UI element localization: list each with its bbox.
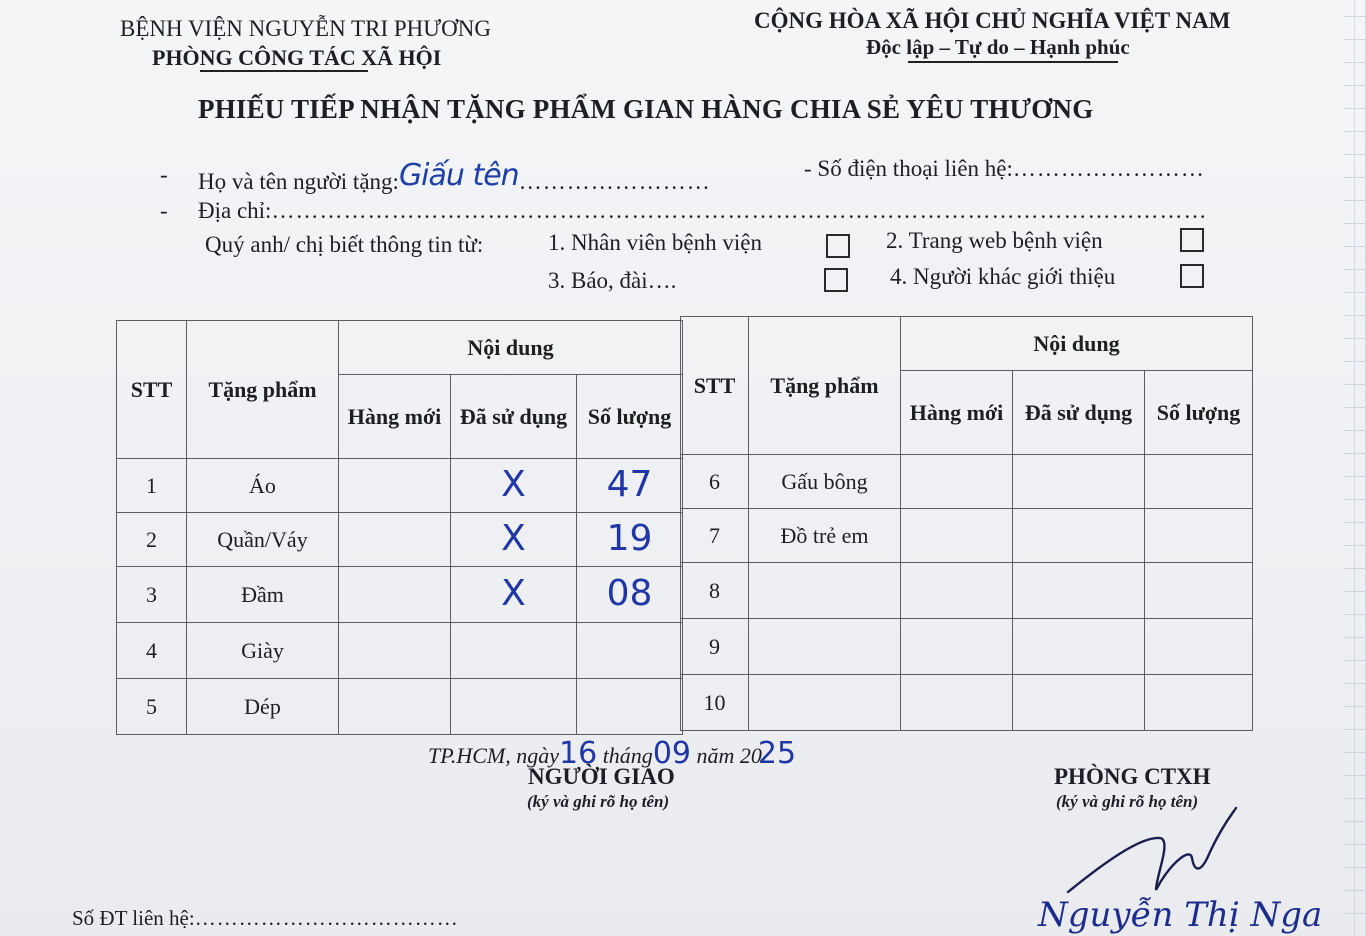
donor-label: Họ và tên người tặng: [198, 169, 399, 194]
row-qty-value[interactable]: 19 [577, 513, 683, 567]
option-1-label: 1. Nhân viên bệnh viện [548, 230, 762, 255]
row-new-cell[interactable] [901, 509, 1013, 563]
row-new-cell[interactable] [901, 619, 1013, 675]
table-row [117, 623, 683, 679]
header-qty: Số lượng [577, 375, 683, 459]
table-row [681, 563, 1253, 619]
signer-name: Nguyễn Thị Nga [1038, 895, 1323, 935]
row-new-cell[interactable] [339, 567, 451, 623]
phone-label: - Số điện thoại liên hệ: [804, 156, 1013, 181]
row-item: Quần/Váy [187, 513, 339, 567]
header-new: Hàng mới [901, 371, 1013, 455]
table-row [117, 567, 683, 623]
row-item: Giày [187, 623, 339, 679]
row-used-cell[interactable] [1013, 619, 1145, 675]
header-content: Nội dung [339, 321, 683, 375]
table-row [117, 679, 683, 735]
row-qty-cell[interactable] [1145, 455, 1253, 509]
department-underline [200, 70, 368, 72]
giver-title: NGƯỜI GIAO [528, 764, 675, 789]
row-item [749, 675, 901, 731]
row-new-cell[interactable] [901, 455, 1013, 509]
contact-phone-line [72, 906, 459, 931]
header-used: Đã sử dụng [451, 375, 577, 459]
date-year-handwritten[interactable]: 25 [757, 736, 797, 771]
table-row [117, 459, 683, 513]
row-used-mark[interactable]: X [451, 567, 577, 623]
row-used-mark[interactable] [451, 679, 577, 735]
row-used-mark[interactable] [451, 623, 577, 679]
table-row [681, 509, 1253, 563]
address-line [198, 198, 1207, 224]
row-qty-value[interactable] [577, 623, 683, 679]
option-2-label: 2. Trang web bệnh viện [886, 228, 1103, 253]
national-motto: Độc lập – Tự do – Hạnh phúc [866, 35, 1130, 59]
row-qty-cell[interactable] [1145, 509, 1253, 563]
table-row [681, 675, 1253, 731]
option-1-checkbox[interactable] [826, 234, 850, 258]
row-stt: 5 [117, 679, 187, 735]
row-new-cell[interactable] [901, 563, 1013, 619]
option-3-label: 3. Báo, đài…. [548, 268, 677, 293]
contact-phone-dots[interactable]: ……………………………… [194, 906, 459, 930]
row-stt: 3 [117, 567, 187, 623]
header-stt: STT [681, 317, 749, 455]
donation-table-right [680, 316, 1253, 731]
donor-dots: …………………… [518, 169, 711, 194]
header-item: Tặng phẩm [187, 321, 339, 459]
row-used-cell[interactable] [1013, 563, 1145, 619]
header-qty: Số lượng [1145, 371, 1253, 455]
phone-dots[interactable]: …………………… [1012, 156, 1205, 181]
header-stt: STT [117, 321, 187, 459]
row-item: Đầm [187, 567, 339, 623]
row-stt: 7 [681, 509, 749, 563]
date-day[interactable]: 16 [559, 736, 598, 771]
row-qty-cell[interactable] [1145, 675, 1253, 731]
row-qty-cell[interactable] [1145, 619, 1253, 675]
row-qty-cell[interactable] [1145, 563, 1253, 619]
form-title: PHIẾU TIẾP NHẬN TẶNG PHẨM GIAN HÀNG CHIA SẺ YÊU THƯƠNG [198, 94, 1094, 124]
row-used-cell[interactable] [1013, 509, 1145, 563]
department-name: PHÒNG CÔNG TÁC XÃ HỘI [152, 45, 442, 70]
row-used-mark[interactable]: X [451, 513, 577, 567]
header-item: Tặng phẩm [749, 317, 901, 455]
table-row [681, 619, 1253, 675]
date-month-label: tháng [602, 743, 653, 768]
row-item: Áo [187, 459, 339, 513]
donor-line [198, 158, 711, 197]
address-dots[interactable]: ……………………………………………………………………………………………………… [271, 198, 1208, 223]
row-new-cell[interactable] [339, 623, 451, 679]
option-3-checkbox[interactable] [824, 268, 848, 292]
source-label: Quý anh/ chị biết thông tin từ: [205, 232, 484, 257]
row-new-cell[interactable] [901, 675, 1013, 731]
row-item: Gấu bông [749, 455, 901, 509]
header-new: Hàng mới [339, 375, 451, 459]
option-4-label: 4. Người khác giới thiệu [890, 264, 1116, 289]
header-used: Đã sử dụng [1013, 371, 1145, 455]
row-qty-value[interactable]: 47 [577, 459, 683, 513]
row-new-cell[interactable] [339, 459, 451, 513]
date-prefix: TP.HCM, ngày [428, 743, 559, 768]
address-dash: - [160, 198, 168, 223]
row-stt: 10 [681, 675, 749, 731]
option-2-checkbox[interactable] [1180, 228, 1204, 252]
receiver-note: (ký và ghi rõ họ tên) [1056, 792, 1199, 811]
row-stt: 9 [681, 619, 749, 675]
motto-underline [908, 61, 1118, 63]
date-month[interactable]: 09 [652, 736, 691, 771]
row-item [749, 619, 901, 675]
row-item: Dép [187, 679, 339, 735]
row-used-cell[interactable] [1013, 675, 1145, 731]
donation-table-left [116, 320, 683, 735]
date-year-label: năm 20 [696, 743, 762, 768]
hospital-name: BỆNH VIỆN NGUYỄN TRI PHƯƠNG [120, 16, 491, 41]
row-new-cell[interactable] [339, 513, 451, 567]
row-stt: 8 [681, 563, 749, 619]
signature-mark [1060, 806, 1250, 902]
address-label: Địa chỉ: [198, 198, 272, 223]
option-4-checkbox[interactable] [1180, 264, 1204, 288]
row-stt: 6 [681, 455, 749, 509]
row-stt: 1 [117, 459, 187, 513]
giver-note: (ký và ghi rõ họ tên) [527, 792, 670, 811]
contact-phone-label: Số ĐT liên hệ: [72, 906, 195, 930]
table-row [681, 455, 1253, 509]
row-item-bleedthrough [749, 563, 901, 619]
phone-line [804, 156, 1205, 182]
row-qty-value[interactable] [577, 679, 683, 735]
header-content: Nội dung [901, 317, 1253, 371]
donor-dash: - [160, 162, 168, 187]
row-new-cell[interactable] [339, 679, 451, 735]
notebook-grid-edge [1344, 0, 1366, 936]
nation-name: CỘNG HÒA XÃ HỘI CHỦ NGHĨA VIỆT NAM [754, 8, 1231, 33]
row-stt: 2 [117, 513, 187, 567]
row-qty-value[interactable]: 08 [577, 567, 683, 623]
row-used-mark[interactable]: X [451, 459, 577, 513]
table-row [117, 513, 683, 567]
row-used-cell[interactable] [1013, 455, 1145, 509]
row-item: Đồ trẻ em [749, 509, 901, 563]
receiver-title: PHÒNG CTXH [1054, 764, 1211, 789]
donor-value[interactable]: Giấu tên [398, 158, 519, 193]
row-stt: 4 [117, 623, 187, 679]
